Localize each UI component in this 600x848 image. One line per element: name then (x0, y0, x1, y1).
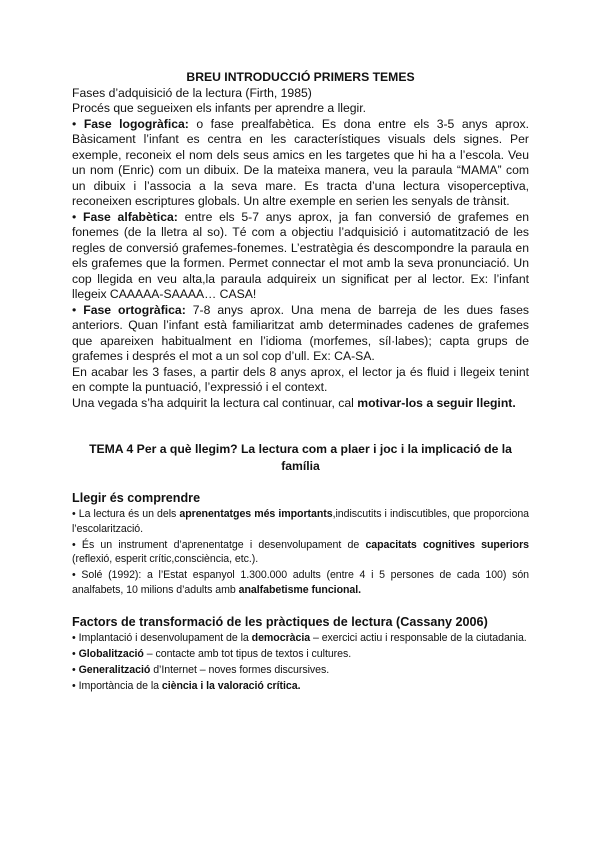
list-item (72, 631, 529, 646)
list-item (72, 679, 529, 694)
bullet: • (72, 538, 76, 551)
closing-text: Una vegada s’ha adquirit la lectura cal continuar, cal (72, 395, 358, 410)
phase-logografica (72, 117, 529, 210)
item-text: d’Internet – noves formes discursives. (150, 663, 330, 676)
intro-title: BREU INTRODUCCIÓ PRIMERS TEMES (186, 70, 415, 84)
item-bold: ciència i la valoració crítica. (161, 679, 301, 692)
phase-label: Fase ortogràfica: (83, 302, 186, 317)
bullet: • (72, 116, 77, 131)
item-text: (reflexió, esperit crític,consciència, etc.). (72, 553, 259, 566)
tema4-title: TEMA 4 Per a què llegim? La lectura com a plaer i joc i la implicació de la família (89, 442, 512, 473)
closing-motivation (72, 396, 529, 412)
item-text: Importància de la (75, 679, 162, 692)
item-text: – exercici actiu i responsable de la ciutadania. (310, 631, 527, 644)
item-bold: aprenentatges més importants (179, 508, 333, 520)
item-text: És un instrument d’aprenentatge i desenvolupament de (75, 538, 366, 551)
phase-alfabetica (72, 210, 529, 303)
item-bold: capacitats cognitives superiors (365, 538, 529, 551)
spacer (72, 411, 529, 441)
phase-label: Fase alfabètica: (83, 209, 178, 224)
phase-ortografica (72, 303, 529, 365)
closing-bold: motivar-los a seguir llegint. (357, 395, 516, 410)
item-text: – contacte amb tot tipus de textos i cultures. (143, 647, 352, 660)
bullet: • (72, 679, 76, 692)
item-text: Solé (1992): a l’Estat espanyol 1.300.000 adults (entre 4 i 5 persones de cada 100) són analfabets, 10 milions d’adults amb (72, 569, 529, 596)
phase-text: entre els 5-7 anys aprox, ja fan conversió de grafemes en fonemes (de la lletra al so). Té com a objectiu l’adquisició i automatització de les regles de conversió grafemes-fonemes. L’estratègia és descompondre la paraula en els grafemes que la formen. Permet connectar el mot amb la seva pronunciació. Un cop llegida en veu alta,la paraula adquireix un significat per al lector. Ex: l’infant llegeix CAAAAA-SAAAA… CASA! (72, 209, 530, 301)
item-bold: democràcia (251, 631, 311, 644)
phase-text: o fase prealfabètica. Es dona entre els 3-5 anys aprox. Bàsicament l’infant es centra en les característiques visuals dels signes. Per exemple, reconeix el nom dels seus amics en les targetes que hi ha a l’escola. Veu un nom (Enric) com un dibuix. De la mateixa manera, veu la paraula “MAMA” com un dibuix i l’associa a la seva mare. Es tracta d’una lectura visoperceptiva, reconeixen escriptures globals. Un altre exemple en serien les senyals de trànsit. (72, 116, 529, 208)
bullet: • (72, 569, 76, 582)
section2-heading: Factors de transformació de les pràctiques de lectura (Cassany 2006) (72, 614, 488, 629)
bullet: • (72, 508, 76, 520)
item-text: La lectura és un dels (75, 508, 180, 520)
item-text: Implantació i desenvolupament de la (75, 631, 252, 644)
bullet: • (72, 302, 77, 317)
bullet: • (72, 647, 76, 660)
list-item (72, 647, 529, 662)
intro-line-2: Procés que segueixen els infants per aprendre a llegir. (72, 101, 367, 115)
bullet: • (72, 209, 77, 224)
closing-paragraph: En acabar les 3 fases, a partir dels 8 anys aprox, el lector ja és fluid i llegeix tenint en compte la puntuació, l’expressió i el context. (72, 364, 529, 394)
section1-heading: Llegir és comprendre (72, 491, 201, 505)
bullet: • (72, 663, 76, 676)
list-item (72, 663, 529, 678)
section2-list (72, 631, 529, 694)
item-bold: Globalització (78, 647, 144, 660)
bullet: • (72, 631, 76, 644)
item-text: ,indiscutits i indiscutibles, que proporciona l’escolarització. (72, 508, 530, 535)
item-bold: analfabetisme funcional. (238, 583, 362, 596)
section1-list (72, 507, 529, 598)
phase-label: Fase logogràfica: (83, 116, 189, 131)
item-bold: Generalització (78, 663, 151, 676)
document-page (72, 70, 529, 695)
phase-text: 7-8 anys aprox. Una mena de barreja de les dues fases anteriors. Quan l’infant està familiaritzat amb determinades cadenes de grafemes que apareixen habitualment en l’idioma (morfemes, síl·labes); capta grups de grafemes i després el mot a un sol cop d’ull. Ex: CA-SA. (72, 302, 529, 363)
list-item (72, 568, 529, 597)
list-item (72, 538, 529, 567)
intro-line-1: Fases d’adquisició de la lectura (Firth, 1985) (72, 85, 312, 100)
list-item (72, 507, 529, 536)
